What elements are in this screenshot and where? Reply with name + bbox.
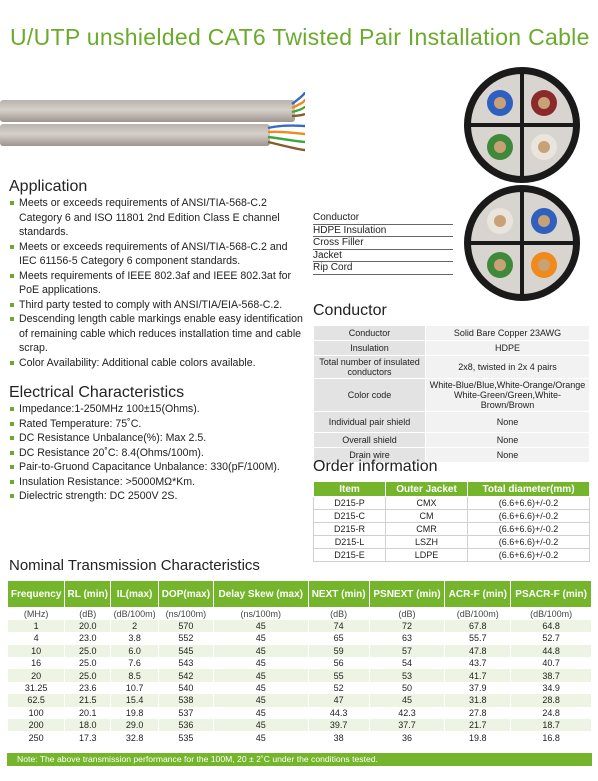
nominal-table-body	[8, 608, 592, 744]
table-cell: 19.8	[111, 707, 159, 719]
table-row	[8, 657, 592, 669]
table-row	[314, 549, 590, 562]
callout-hdpe-insulation: HDPE Insulation	[313, 225, 443, 238]
table-cell: 1	[8, 620, 65, 632]
table-cell: 45	[213, 620, 308, 632]
table-cell: 45	[213, 719, 308, 731]
table-cell: D215-P	[314, 497, 386, 510]
table-cell: Conductor	[314, 326, 426, 341]
table-cell: 45	[213, 694, 308, 706]
table-cell: 23.6	[65, 682, 111, 694]
list-item: Pair-to-Gruond Capacitance Unbalance: 330(pF/100M).	[9, 460, 305, 475]
table-cell: 40.7	[511, 657, 592, 669]
table-cell: CMX	[386, 497, 468, 510]
list-item: Color Availability: Additional cable colors available.	[9, 356, 305, 371]
table-header-row	[8, 581, 592, 608]
table-cell: 570	[158, 620, 213, 632]
table-cell: 45	[213, 657, 308, 669]
table-cell: 42.3	[369, 707, 445, 719]
column-header: IL(max)	[111, 581, 159, 608]
table-cell: 45	[213, 731, 308, 743]
table-cell: 535	[158, 731, 213, 743]
table-cell: 47.8	[445, 645, 511, 657]
table-cell: 540	[158, 682, 213, 694]
table-cell: Overall shield	[314, 433, 426, 448]
table-cell: 19.8	[445, 731, 511, 743]
table-cell: 10	[8, 645, 65, 657]
table-row	[314, 497, 590, 510]
cable-cross-section-image	[440, 60, 598, 310]
application-heading: Application	[9, 178, 88, 195]
list-item: Insulation Resistance: >5000MΩ*Km.	[9, 475, 305, 490]
unit-cell: (dB/100m)	[511, 608, 592, 620]
table-cell: 43.7	[445, 657, 511, 669]
table-cell: 45	[213, 707, 308, 719]
list-item: DC Resistance Unbalance(%): Max 2.5.	[9, 431, 305, 446]
table-cell: 62.5	[8, 694, 65, 706]
table-cell: 25.0	[65, 669, 111, 681]
table-cell: 6.0	[111, 645, 159, 657]
table-cell: 31.8	[445, 694, 511, 706]
callout-conductor: Conductor	[313, 212, 443, 225]
table-cell: 45	[213, 632, 308, 644]
table-cell: 32.8	[111, 731, 159, 743]
table-cell: D215-E	[314, 549, 386, 562]
table-cell: Drain wire	[314, 448, 426, 463]
column-header: Outer Jacket	[386, 482, 468, 497]
order-heading: Order information	[313, 458, 438, 475]
list-item: Meets or exceeds requirements of ANSI/TIA-568-C.2 Category 6 and ISO 11801 2nd Edition Class E channel standards.	[9, 196, 305, 240]
table-cell: 536	[158, 719, 213, 731]
callout-cross-filler: Cross Filler	[313, 237, 443, 250]
page-title: U/UTP unshielded CAT6 Twisted Pair Installation Cable	[10, 24, 590, 50]
table-cell: 545	[158, 645, 213, 657]
table-cell: 45	[213, 645, 308, 657]
conductor-heading: Conductor	[313, 302, 387, 319]
table-row	[314, 356, 590, 379]
unit-cell: (MHz)	[8, 608, 65, 620]
table-cell: None	[426, 448, 590, 463]
table-cell: Solid Bare Copper 23AWG	[426, 326, 590, 341]
table-cell: 25.0	[65, 645, 111, 657]
table-row	[314, 341, 590, 356]
table-cell: 67.8	[445, 620, 511, 632]
table-row	[8, 707, 592, 719]
table-cell: D215-C	[314, 510, 386, 523]
column-header: Total diameter(mm)	[468, 482, 590, 497]
unit-cell: (dB)	[65, 608, 111, 620]
table-cell: Color code	[314, 379, 426, 412]
table-cell: CM	[386, 510, 468, 523]
order-table	[313, 481, 590, 562]
table-note: Note: The above transmission performance for the 100M, 20 ± 2˚C under the conditions tested.	[7, 753, 592, 766]
table-cell: 18.0	[65, 719, 111, 731]
conductor-table	[313, 325, 590, 463]
table-cell: 2x8, twisted in 2x 4 pairs	[426, 356, 590, 379]
table-row	[314, 326, 590, 341]
list-item: Third party tested to comply with ANSI/TIA/EIA-568-C.2.	[9, 298, 305, 313]
table-cell: 50	[369, 682, 445, 694]
table-cell: 3.8	[111, 632, 159, 644]
table-cell: 65	[308, 632, 369, 644]
table-cell: HDPE	[426, 341, 590, 356]
column-header: PSACR-F (min)	[511, 581, 592, 608]
table-cell: 20	[8, 669, 65, 681]
column-header: PSNEXT (min)	[369, 581, 445, 608]
table-row	[8, 620, 592, 632]
table-cell: 38.7	[511, 669, 592, 681]
table-cell: 52	[308, 682, 369, 694]
table-row	[8, 694, 592, 706]
table-cell: 552	[158, 632, 213, 644]
column-header: Item	[314, 482, 386, 497]
table-row	[314, 510, 590, 523]
list-item: Meets requirements of IEEE 802.3af and IEEE 802.3at for PoE applications.	[9, 269, 305, 298]
table-cell: 45	[213, 669, 308, 681]
column-header: NEXT (min)	[308, 581, 369, 608]
table-cell: 74	[308, 620, 369, 632]
table-row	[8, 731, 592, 743]
list-item: Impedance:1-250MHz 100±15(Ohms).	[9, 402, 305, 417]
table-cell: 10.7	[111, 682, 159, 694]
table-cell: 47	[308, 694, 369, 706]
list-item: Meets or exceeds requirements of ANSI/TIA-568-C.2 and IEC 61156-5 Category 6 component standards.	[9, 240, 305, 269]
table-cell: 44.3	[308, 707, 369, 719]
column-header: Frequency	[8, 581, 65, 608]
table-cell: 39.7	[308, 719, 369, 731]
table-cell: 537	[158, 707, 213, 719]
table-cell: 63	[369, 632, 445, 644]
table-cell: None	[426, 412, 590, 433]
table-cell: 53	[369, 669, 445, 681]
table-cell: 16.8	[511, 731, 592, 743]
table-cell: 21.7	[445, 719, 511, 731]
table-cell: 18.7	[511, 719, 592, 731]
table-cell: 59	[308, 645, 369, 657]
table-cell: 538	[158, 694, 213, 706]
table-cell: 31.25	[8, 682, 65, 694]
table-cell: 34.9	[511, 682, 592, 694]
nominal-table	[7, 580, 592, 744]
table-cell: 8.5	[111, 669, 159, 681]
table-cell: None	[426, 433, 590, 448]
table-cell: 4	[8, 632, 65, 644]
unit-cell: (dB)	[308, 608, 369, 620]
table-cell: (6.6+6.6)+/-0.2	[468, 549, 590, 562]
table-cell: 200	[8, 719, 65, 731]
table-cell: (6.6+6.6)+/-0.2	[468, 536, 590, 549]
table-cell: 56	[308, 657, 369, 669]
table-row	[8, 645, 592, 657]
table-cell: 2	[111, 620, 159, 632]
table-row	[8, 669, 592, 681]
table-cell: 45	[213, 682, 308, 694]
electrical-heading: Electrical Characteristics	[9, 384, 185, 401]
table-row	[8, 719, 592, 731]
table-header-row	[314, 482, 590, 497]
table-row	[314, 379, 590, 412]
list-item: DC Resistance 20˚C: 8.4(Ohms/100m).	[9, 446, 305, 461]
table-cell: (6.6+6.6)+/-0.2	[468, 497, 590, 510]
table-cell: 37.9	[445, 682, 511, 694]
table-cell: 16	[8, 657, 65, 669]
table-cell: CMR	[386, 523, 468, 536]
units-row	[8, 608, 592, 620]
table-cell: LSZH	[386, 536, 468, 549]
table-cell: Total number of insulated conductors	[314, 356, 426, 379]
table-cell: 55	[308, 669, 369, 681]
column-header: Delay Skew (max)	[213, 581, 308, 608]
table-cell: 27.8	[445, 707, 511, 719]
table-cell: 45	[369, 694, 445, 706]
callout-rip-cord: Rip Cord	[313, 262, 443, 275]
application-list	[9, 196, 305, 370]
table-cell: 25.0	[65, 657, 111, 669]
table-cell: 543	[158, 657, 213, 669]
table-cell: 23.0	[65, 632, 111, 644]
table-cell: D215-R	[314, 523, 386, 536]
list-item: Dielectric strength: DC 2500V 2S.	[9, 489, 305, 504]
table-cell: 17.3	[65, 731, 111, 743]
list-item: Descending length cable markings enable easy identification of remaining cable which reduces installation time and cable scrap.	[9, 312, 305, 356]
list-item: Rated Temperature: 75˚C.	[9, 417, 305, 432]
cross-section-callouts	[313, 212, 443, 275]
table-cell: Insulation	[314, 341, 426, 356]
column-header: RL (min)	[65, 581, 111, 608]
callout-jacket: Jacket	[313, 250, 443, 263]
table-cell: (6.6+6.6)+/-0.2	[468, 510, 590, 523]
table-cell: 24.8	[511, 707, 592, 719]
table-cell: 44.8	[511, 645, 592, 657]
column-header: ACR-F (min)	[445, 581, 511, 608]
cable-image	[0, 84, 305, 164]
table-cell: 20.0	[65, 620, 111, 632]
table-cell: LDPE	[386, 549, 468, 562]
table-cell: 21.5	[65, 694, 111, 706]
table-cell: 28.8	[511, 694, 592, 706]
table-cell: (6.6+6.6)+/-0.2	[468, 523, 590, 536]
unit-cell: (ns/100m)	[158, 608, 213, 620]
unit-cell: (dB)	[369, 608, 445, 620]
table-cell: 7.6	[111, 657, 159, 669]
column-header: DOP(max)	[158, 581, 213, 608]
unit-cell: (dB/100m)	[111, 608, 159, 620]
table-cell: 41.7	[445, 669, 511, 681]
unit-cell: (ns/100m)	[213, 608, 308, 620]
table-cell: 100	[8, 707, 65, 719]
unit-cell: (dB/100m)	[445, 608, 511, 620]
table-cell: 250	[8, 731, 65, 743]
table-cell: Individual pair shield	[314, 412, 426, 433]
table-row	[8, 632, 592, 644]
table-cell: 37.7	[369, 719, 445, 731]
table-cell: 52.7	[511, 632, 592, 644]
table-cell: 64.8	[511, 620, 592, 632]
table-cell: 38	[308, 731, 369, 743]
table-cell: White-Blue/Blue,White-Orange/Orange White-Green/Green,White-Brown/Brown	[426, 379, 590, 412]
table-cell: 72	[369, 620, 445, 632]
table-row	[314, 523, 590, 536]
table-row	[314, 536, 590, 549]
table-cell: 542	[158, 669, 213, 681]
table-cell: 55.7	[445, 632, 511, 644]
table-row	[8, 682, 592, 694]
table-cell: 54	[369, 657, 445, 669]
table-cell: 36	[369, 731, 445, 743]
electrical-list	[9, 402, 305, 504]
table-row	[314, 433, 590, 448]
table-cell: 20.1	[65, 707, 111, 719]
table-cell: 29.0	[111, 719, 159, 731]
table-row	[314, 412, 590, 433]
table-cell: 57	[369, 645, 445, 657]
table-cell: 15.4	[111, 694, 159, 706]
table-cell: D215-L	[314, 536, 386, 549]
nominal-heading: Nominal Transmission Characteristics	[9, 557, 260, 574]
